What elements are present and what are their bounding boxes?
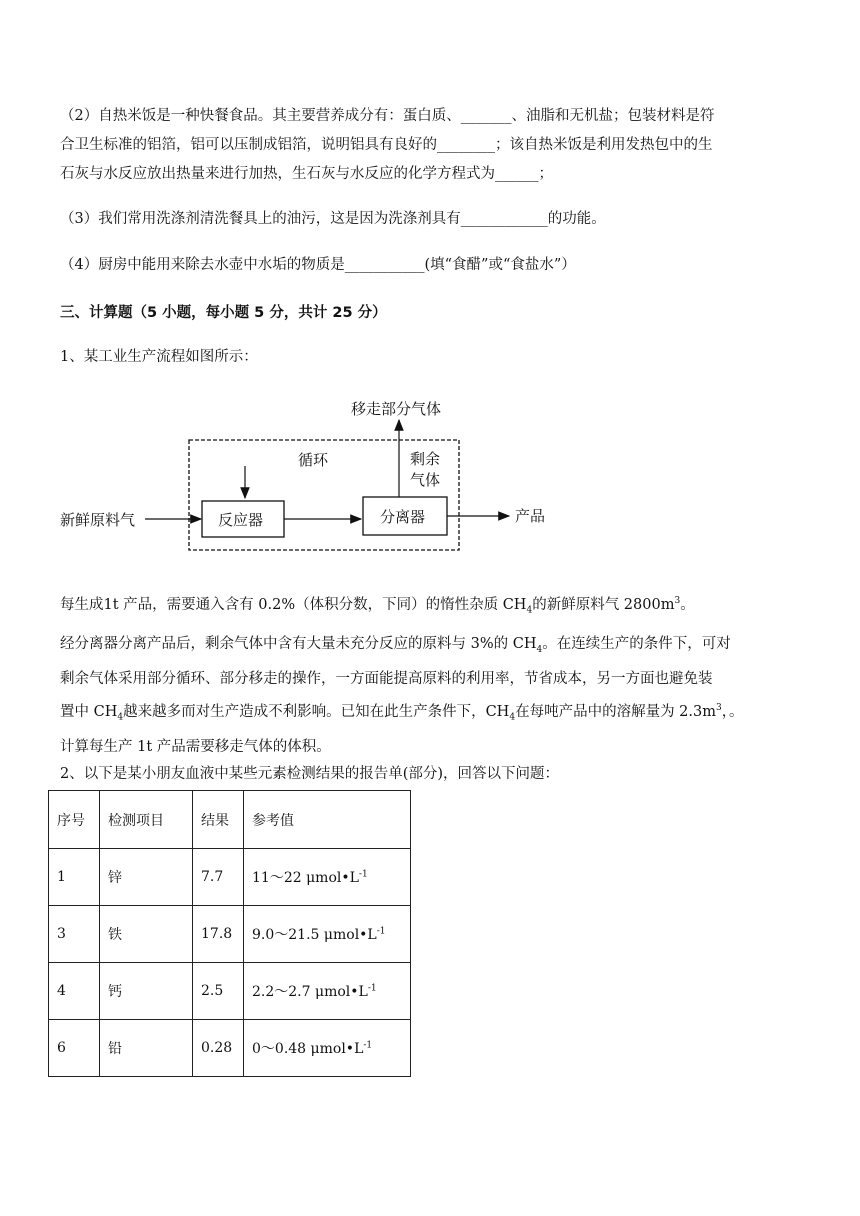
row-reference xyxy=(244,963,411,1020)
loop-label: 循环 xyxy=(298,451,329,469)
row-item: 铁 xyxy=(100,906,193,963)
process-flow-diagram xyxy=(55,392,575,562)
calc-1-p2-l3-c: 在每吨产品中的溶解量为 2.3m xyxy=(515,703,716,720)
table-row xyxy=(49,849,411,906)
blood-test-report-table xyxy=(48,790,411,1077)
question-2-line-2: 合卫生标准的铝箔，铝可以压制成铝箔，说明铝具有良好的________；该自热米饭是利用发热包中的生 xyxy=(60,137,713,153)
table-row xyxy=(49,1020,411,1077)
section-3-heading: 三、计算题（5 小题，每小题 5 分，共计 25 分） xyxy=(60,305,387,321)
calc-1-p1-text-b: 的新鲜原料气 2800m xyxy=(532,596,675,613)
question-2 xyxy=(60,102,800,189)
cubic-superscript: 3 xyxy=(674,596,681,606)
reference-range: 11～22 μmol•L xyxy=(252,870,359,886)
row-reference xyxy=(244,1020,411,1077)
feed-gas-label: 新鲜原料气 xyxy=(60,511,136,529)
calc-1-p2-l1-a: 经分离器分离产品后，剩余气体中含有大量未充分反应的原料与 3%的 CH xyxy=(60,636,537,652)
header-reference: 参考值 xyxy=(244,791,411,849)
row-item: 铅 xyxy=(100,1020,193,1077)
row-result: 7.7 xyxy=(193,849,244,906)
question-2-line-3: 石灰与水反应放出热量来进行加热，生石灰与水反应的化学方程式为______； xyxy=(60,166,553,182)
row-number: 6 xyxy=(49,1020,100,1077)
question-4: （4）厨房中能用来除去水壶中水垢的物质是___________(填“食醋”或“食盐水”） xyxy=(60,257,576,273)
ch4-subscript: 4 xyxy=(509,712,516,723)
row-reference xyxy=(244,849,411,906)
row-item: 钙 xyxy=(100,963,193,1020)
product-label: 产品 xyxy=(515,507,546,525)
calc-1-p2-l3-a: 置中 CH xyxy=(60,703,118,720)
calc-1-p2-line-2: 剩余气体采用部分循环、部分移走的操作，一方面能提高原料的利用率，节省成本，另一方面也避免装 xyxy=(60,670,713,687)
ch4-subscript: 4 xyxy=(526,605,533,616)
calc-1-p2-l3-d: ，。 xyxy=(721,703,744,720)
table-header-row xyxy=(49,791,411,849)
table-row xyxy=(49,963,411,1020)
unit-exponent: -1 xyxy=(363,1040,373,1051)
row-result: 2.5 xyxy=(193,963,244,1020)
reference-range: 9.0～21.5 μmol•L xyxy=(252,927,377,943)
question-2-line-1: （2）自热米饭是一种快餐食品。其主要营养成分有：蛋白质、_______、油脂和无机盐；包装材料是符 xyxy=(60,108,715,124)
calc-1-p2-line-4: 计算每生产 1t 产品需要移走气体的体积。 xyxy=(60,738,331,755)
row-number: 1 xyxy=(49,849,100,906)
calc-1-p1-text-c: 。 xyxy=(680,596,695,613)
row-result: 0.28 xyxy=(193,1020,244,1077)
row-number: 4 xyxy=(49,963,100,1020)
remaining-gas-label-1: 剩余 xyxy=(410,450,441,468)
reactor-label: 反应器 xyxy=(218,511,264,529)
row-result: 17.8 xyxy=(193,906,244,963)
calc-2-intro: 2、以下是某小朋友血液中某些元素检测结果的报告单(部分)，回答以下问题： xyxy=(60,766,560,782)
reference-range: 0～0.48 μmol•L xyxy=(252,1041,364,1057)
cubic-superscript: 3 xyxy=(716,702,722,713)
remaining-gas-label-2: 气体 xyxy=(410,471,441,489)
unit-exponent: -1 xyxy=(358,869,368,880)
row-item: 锌 xyxy=(100,849,193,906)
calc-1-paragraph-1 xyxy=(60,587,800,626)
ch4-subscript: 4 xyxy=(536,644,543,655)
separator-label: 分离器 xyxy=(380,508,426,526)
header-result: 结果 xyxy=(193,791,244,849)
calc-1-p1-text-a: 每生成1t 产品，需要通入含有 0.2%（体积分数，下同）的惰性杂质 CH xyxy=(60,596,527,613)
unit-exponent: -1 xyxy=(367,983,377,994)
header-number: 序号 xyxy=(49,791,100,849)
row-reference xyxy=(244,906,411,963)
calc-1-p2-l3-b: 越来越多而对生产造成不利影响。已知在此生产条件下，CH xyxy=(123,703,510,720)
reference-range: 2.2～2.7 μmol•L xyxy=(252,984,368,1000)
ch4-subscript: 4 xyxy=(117,712,124,723)
row-number: 3 xyxy=(49,906,100,963)
table-row xyxy=(49,906,411,963)
calc-1-intro: 1、某工业生产流程如图所示： xyxy=(60,349,258,365)
calc-1-paragraph-2 xyxy=(60,630,800,762)
calc-1-p2-line-1 xyxy=(60,630,800,665)
question-3: （3）我们常用洗涤剂清洗餐具上的油污，这是因为洗涤剂具有____________的功能。 xyxy=(60,211,606,227)
unit-exponent: -1 xyxy=(376,926,386,937)
header-item: 检测项目 xyxy=(100,791,193,849)
calc-1-p2-line-3 xyxy=(60,694,800,733)
calc-1-p2-l1-b: 。在连续生产的条件下，可对 xyxy=(542,636,731,652)
vent-gas-label: 移走部分气体 xyxy=(351,400,442,418)
